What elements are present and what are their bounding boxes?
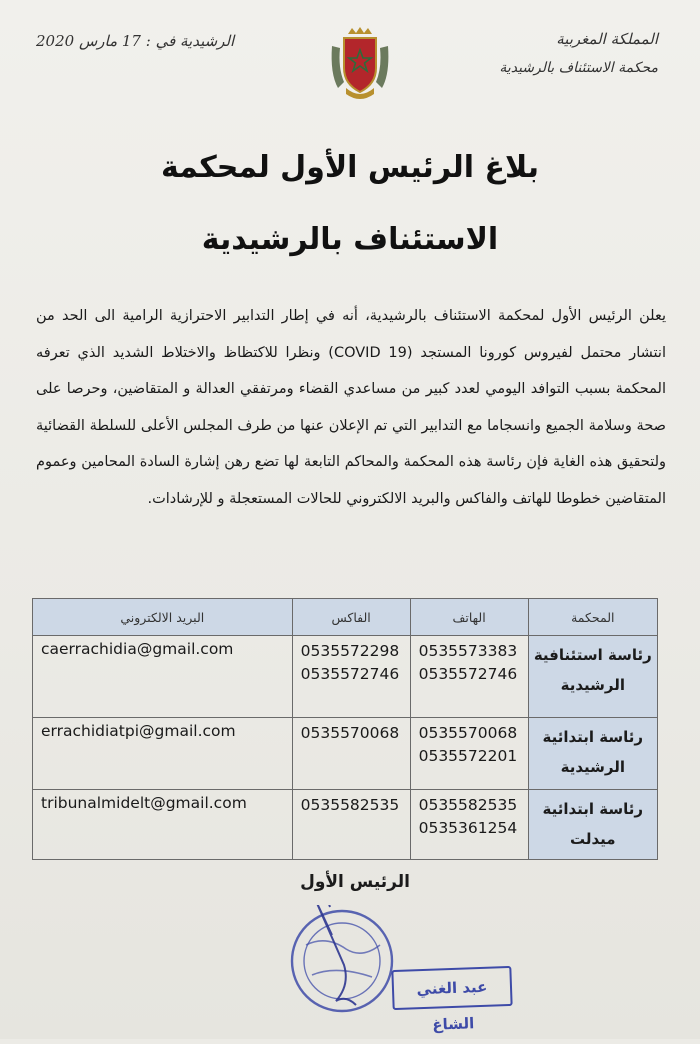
official-round-stamp-icon [286,905,398,1017]
phone-cell [410,636,528,718]
moroccan-coat-of-arms-icon [326,24,394,104]
fax-cell [292,718,410,790]
court-name: رئاسة استئنافية الرشيدية [528,636,657,718]
letterhead [499,30,658,76]
signatory-name-stamp: عبد الغني الشاغ [391,966,512,1010]
fax-number: 0535572298 [300,642,400,660]
table-row [33,718,658,790]
date-line: الرشيدية في : 17 مارس 2020 [36,32,235,50]
court-label: محكمة الاستئناف بالرشيدية [499,60,658,76]
contact-table [32,598,658,860]
email-address: errachidiatpi@gmail.com [33,718,293,790]
document-title-line-2: الاستئناف بالرشيدية [201,222,499,257]
phone-number: 0535572201 [418,747,518,765]
phone-cell [410,718,528,790]
court-name: رئاسة ابتدائية الرشيدية [528,718,657,790]
phone-number: 0535572746 [418,665,518,683]
phone-number: 0535573383 [418,642,518,660]
header-fax: الفاكس [292,599,410,636]
table-header-row [33,599,658,636]
court-name: رئاسة ابتدائية ميدلت [528,790,657,860]
email-address: tribunalmidelt@gmail.com [33,790,293,860]
fax-number: 0535572746 [300,665,400,683]
email-address: caerrachidia@gmail.com [33,636,293,718]
phone-number: 0535570068 [418,724,518,742]
header-phone: الهاتف [410,599,528,636]
kingdom-label: المملكة المغربية [556,30,658,48]
phone-number: 0535361254 [418,819,518,837]
signatory-title: الرئيس الأول [300,872,410,892]
fax-number: 0535570068 [300,724,400,742]
table-row [33,636,658,718]
document-title-line-1: بلاغ الرئيس الأول لمحكمة [160,150,540,185]
phone-cell [410,790,528,860]
fax-cell [292,790,410,860]
announcement-body: يعلن الرئيس الأول لمحكمة الاستئناف بالرشيدية، أنه في إطار التدابير الاحترازية الرامية الى الحد من انتشار محتمل لفيروس كورونا المستجد (COVID 19) ونظرا للاكتظاظ والاختلاط الشديد الذي تعرفه المحكمة بسبب التوافد اليومي لعدد كبير من مساعدي القضاء ومرتفقي العدالة و المتقاضين، وحرصا على صحة وسلامة الجميع وانسجاما مع التدابير التي تم الإعلان عنها من طرف المجلس الأعلى للسلطة القضائية ولتحقيق هذه الغاية فإن رئاسة هذه المحكمة والمحاكم التابعة لها تضع رهن إشارة السادة المحامين وعموم المتقاضين خطوطا للهاتف والفاكس والبريد الالكتروني للحالات المستعجلة و للإرشادات. [36,308,666,507]
fax-number: 0535582535 [300,796,400,814]
table-row [33,790,658,860]
phone-number: 0535582535 [418,796,518,814]
fax-cell [292,636,410,718]
header-email: البريد الالكتروني [33,599,293,636]
header-court: المحكمة [528,599,657,636]
